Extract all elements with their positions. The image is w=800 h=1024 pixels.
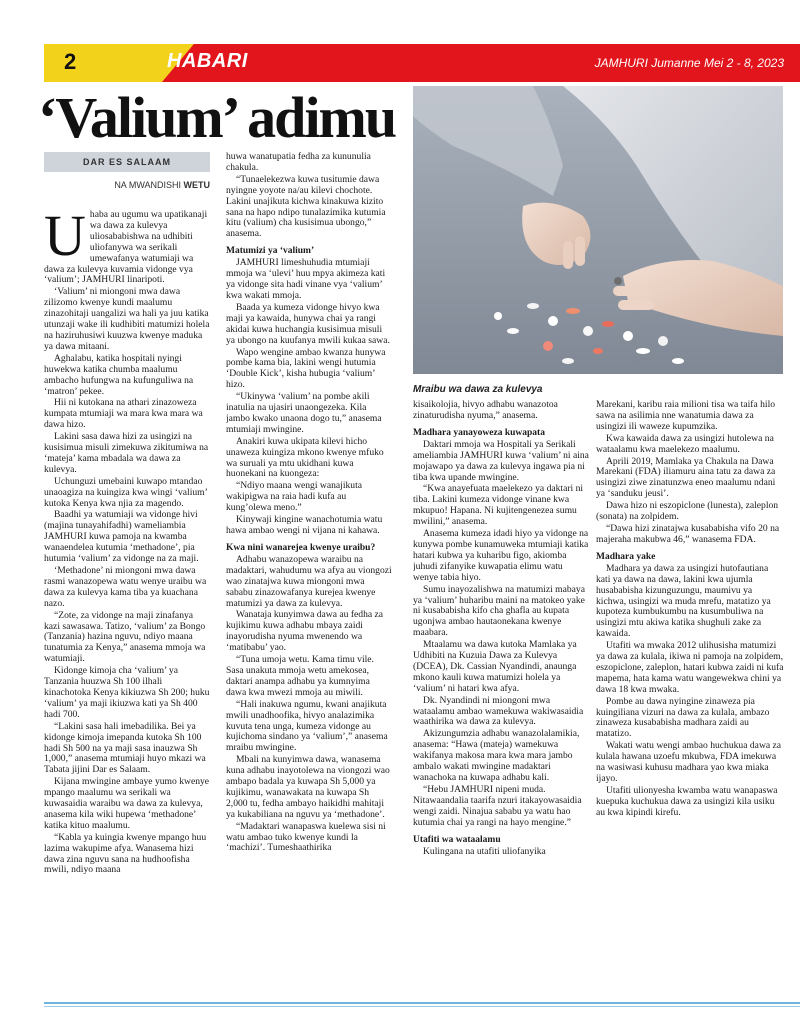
paragraph: “Lakini sasa hali imebadilika. Bei ya kidonge kimoja imepanda kutoka Sh 100 hadi Sh 500 na ya maji sasa inauzwa Sh 1,000,” anasema mtumiaji huyo mkazi wa Tabata jijini Dar es Salaam. — [44, 720, 206, 776]
paragraph: Adhabu wanazopewa waraibu na madaktari, wahudumu wa afya au viongozi wao zinatajwa kuwa miongoni mwa sababu zinazowafanya kurejea kwenye matumizi ya dawa za kulevya. — [226, 553, 392, 609]
paragraph: “Hali inakuwa ngumu, kwani anajikuta mwili unadhoofika, hivyo analazimika kuvuta tena unga, kumeza vidonge au kujichoma sindano ya ‘valium’,” anasema mraibu mwingine. — [226, 698, 388, 754]
paragraph: Mtaalamu wa dawa kutoka Mamlaka ya Udhibiti na Kuzuia Dawa za Kulevya (DCEA), Dk. Cassian Nyandindi, anaunga mkono kauli kuwa matumizi holela ya ‘valium’ ni hatari kwa afya. — [413, 639, 577, 694]
paragraph: Utafiti wa mwaka 2012 ulihusisha matumizi ya dawa za kulala, ikiwa ni pamoja na zolpidem, eszopiclone, zaleplon, hatari kubwa zaidi ni kufa mapema, hata kama watu wangewekwa chini ya dawa 18 kwa mwaka. — [596, 640, 784, 695]
subheading: Madhara yanayoweza kuwapata — [413, 427, 545, 438]
paragraph: Akizungumzia adhabu wanazolalamikia, anasema: “Hawa (mateja) wamekuwa wakifanya makosa mara kwa mara jambo ambalo wakati mwingine madaktari wanachoka na kuwapa adhabu kali. — [413, 728, 580, 783]
paragraph: Lakini sasa dawa hizi za usingizi na kusisimua misuli zimekuwa zikitumiwa na ‘mateja’ kama mbadala wa dawa za kulevya. — [44, 431, 209, 475]
paragraph: Pombe au dawa nyingine zinaweza pia kuingiliana vizuri na dawa za kulala, ambazo zinaweza kusababisha madhara zaidi au matatizo. — [596, 695, 770, 740]
paragraph: JAMHURI limeshuhudia mtumiaji mmoja wa ‘ulevi’ huu mpya akimeza kati ya vidonge sita hadi vinane vya ‘valium’ kwa wakati mmoja. — [226, 257, 386, 301]
subheading: Utafiti wa wataalamu — [413, 834, 501, 845]
byline — [44, 180, 210, 190]
article-column-1 — [44, 210, 210, 1002]
paragraph: Daktari mmoja wa Hospitali ya Serikali ameliambia JAMHURI kuwa ‘valium’ ni aina mojawapo ya dawa za kulevya ingawa pia ni tiba kwa upande mwingine. — [413, 438, 589, 483]
byline-prefix: NA MWANDISHI — [114, 180, 181, 190]
bottom-rule — [44, 1002, 800, 1004]
paragraph: huwa wanatupatia fedha za kununulia chakula. — [226, 152, 371, 173]
paragraph: Utafiti ulionyesha kwamba watu wanapaswa kuepuka kuchukua dawa za usingizi kila usiku au kwa kipindi kirefu. — [596, 784, 778, 818]
paragraph: “Kwa anayefuata maelekezo ya daktari ni tiba. Lakini kumeza vidonge vinane kwa mkupuo! Hapana. Ni kujitengenezea sumu mwilini,” anasema. — [413, 483, 584, 528]
dateline-box — [44, 152, 210, 172]
paragraph: “Hebu JAMHURI nipeni muda. Nitawaandalia taarifa nzuri itakayowasaidia wengi zaidi. Ninajua sababu ya watu hao kutumia chai ya rangi na hayo mengine.” — [413, 783, 582, 828]
paragraph: ‘Methadone’ ni miongoni mwa dawa rasmi wanazopewa watu wenye uraibu wa dawa za kulevya kama tiba ya kuachana nazo. — [44, 565, 207, 609]
paragraph: Hii ni kutokana na athari zinazoweza kumpata mtumiaji wa mara kwa mara wa dawa hizo. — [44, 397, 203, 431]
paragraph: Mbali na kunyimwa dawa, wanasema kuna adhabu inayotolewa na viongozi wao ambapo badala ya kuwapa Sh 5,000 ya kujikimu, wanawakata na kuwapa Sh 2,000 tu, fedha ambayo haikidhi mahitaji ya kukabiliana na nguvu ya ‘methadone’. — [226, 754, 390, 820]
paragraph: Dawa hizo ni eszopiclone (lunesta), zaleplon (sonata) na zolpidem. — [596, 500, 779, 523]
paper-name-date: JAMHURI Jumanne Mei 2 - 8, 2023 — [594, 56, 784, 70]
paragraph: Wanataja kunyimwa dawa au fedha za kujikimu kuwa adhabu mbaya zaidi inayorudisha nyuma mwenendo wa ‘matibabu’ yao. — [226, 609, 384, 654]
paragraph: Kijana mwingine ambaye yumo kwenye mpango maalumu wa serikali wa kuwasaidia waraibu wa dawa za kulevya, anasema kila wiki hupewa ‘methadone’ katika kituo maalumu. — [44, 776, 210, 831]
page-number: 2 — [64, 49, 77, 74]
paragraph: Madhara ya dawa za usingizi hutofautiana kati ya dawa na dawa, lakini kwa ujumla husababisha kizunguzungu, maumivu ya kichwa, usingizi wa muda mrefu, matatizo ya kupoteza kumbukumbu na kusumbuliwa na usingizi mtu akiwa katika shughuli zake za kawaida. — [596, 562, 771, 640]
paragraph: Baadhi ya watumiaji wa vidonge hivi (majina tunayahifadhi) wameliambia JAMHURI kuwa pamoja na kwamba wanaendelea kutumia ‘methadone’, pia hutumia ‘valium’ za vidonge na za maji. — [44, 509, 199, 565]
paragraph: ‘Valium’ ni miongoni mwa dawa zilizomo kwenye kundi maalumu zinazohitaji uangalizi wa hali ya juu katika utunzaji wake ili kudhibiti matumizi holela na haziruhusiwi kuuzwa kwenye maduka ya dawa mitaani. — [44, 286, 210, 352]
paragraph: haba au ugumu wa upatikanaji wa dawa za kulevya uliosababishwa na udhibiti uliofanywa wa serikali umewafanya watumiaji wa dawa za kulevya kuvamia vidonge vya ‘valium’; JAMHURI linaripoti. — [44, 210, 208, 286]
article-column-3 — [413, 400, 589, 1002]
drop-cap: U — [44, 210, 86, 268]
photo-caption: Mraibu wa dawa za kulevya — [413, 384, 543, 395]
paragraph: Wakati watu wengi ambao huchukua dawa za kulala hawana uzoefu mkubwa, FDA imekuwa na wasiwasi kuhusu madhara yao kwa miaka ijayo. — [596, 740, 782, 784]
paragraph: “Kabla ya kuingia kwenye mpango huu lazima wakupime afya. Wanasema hizi dawa zina nguvu sana na hudhoofisha mwili, ndiyo maana — [44, 831, 207, 876]
paragraph: Aprili 2019, Mamlaka ya Chakula na Dawa Marekani (FDA) iliamuru aina tatu za dawa za usingizi ziwe zinatunzwa eneo maalumu ndani ya ‘sanduku jeusi’. — [596, 455, 776, 500]
paragraph: “Tunaelekezwa kuwa tusitumie dawa nyingne yoyote na/au kilevi chochote. Lakini unajikuta kichwa kinakuwa kizito sana na hapo ndipo tunalazimika kutumia kitu (valium) cha kusisimua ubongo,” anasema. — [226, 173, 386, 240]
byline-name: WETU — [183, 180, 210, 190]
bottom-rule-thin — [44, 1006, 800, 1007]
paragraph: Baada ya kumeza vidonge hivyo kwa maji ya kawaida, hunywa chai ya rangi akidai kuwa huchangia kusisimua misuli ya ubongo na kuufanya mwili kukaa sawa. — [226, 301, 390, 346]
paragraph: Aghalabu, katika hospitali nyingi huwekwa katika chumba maalumu ambacho hufungwa na kufunguliwa na ‘matron’ pekee. — [44, 352, 194, 397]
section-title: HABARI — [167, 50, 248, 72]
subheading: Madhara yake — [596, 551, 656, 562]
page-header — [44, 44, 800, 82]
paragraph: “Zote, za vidonge na maji zinafanya kazi sawasawa. Tatizo, ‘valium’ za Bongo (Tanzania) hazina nguvu, ndiyo maana tunatumia za Kenya,” anasema mmoja wa watumiaji. — [44, 609, 206, 665]
paragraph: Anakiri kuwa ukipata kilevi hicho unaweza kuingiza mkono kwenye mfuko wa suruali ya mtu ukidhani kuwa huonekani na kuongeza: — [226, 435, 384, 480]
article-column-2 — [226, 152, 392, 1002]
paragraph: Marekani, karibu raia milioni tisa wa taifa hilo sawa na asilimia nne wanatumia dawa za usingizi ili waweze kupumzika. — [596, 400, 776, 432]
paragraph: “Ukinywa ‘valium’ na pombe akili inatulia na ujasiri unaongezeka. Kila jambo kwako unaona dogo tu,” anasema mtumiaji mwingine. — [226, 391, 382, 435]
paragraph: “Dawa hizi zinatajwa kusababisha vifo 20 na majeraha makubwa 46,” wanasema FDA. — [596, 522, 780, 545]
paragraph: Kulingana na utafiti uliofanyika — [423, 845, 546, 857]
paragraph: Sumu inayozalishwa na matumizi mabaya ya ‘valium’ huharibu maini na matokeo yake ni kusababisha kifo cha ghafla au kupata ugonjwa ambao hautaonekana kwenye maabara. — [413, 583, 585, 639]
dateline: DAR ES SALAAM — [82, 157, 171, 167]
subheading: Matumizi ya ‘valium’ — [226, 246, 315, 257]
paragraph: “Madaktari wanapaswa kuelewa sisi ni watu ambao tuko kwenye kundi la ‘machizi’. Tumeshaathirika — [226, 820, 386, 854]
paragraph: Uchunguzi umebaini kuwapo mtandao unaoagiza na kuingiza kwa wingi ‘valium’ kutoka Kenya kwa njia za magendo. — [44, 475, 208, 509]
subheading: Kwa nini wanarejea kwenye uraibu? — [226, 542, 376, 553]
paragraph: “Tuna umoja wetu. Kama timu vile. Sasa unakuta mmoja wetu amekosea, daktari anampa adhabu ya kumnyima dawa kwa mwezi mmoja au miwili. — [226, 654, 374, 698]
paragraph: Kinywaji kingine wanachotumia watu hawa ambao wengi ni vijana ni kahawa. — [226, 514, 383, 536]
paragraph: Anasema kumeza idadi hiyo ya vidonge na kunywa pombe kunamuweka mtumiaji katika hatari kubwa ya kuharibu figo, akiomba juhudi zifanyike kuwapatia elimu watu wenye tabia hiyo. — [413, 528, 589, 583]
article-photo — [413, 86, 783, 374]
paragraph: Kidonge kimoja cha ‘valium’ ya Tanzania huuzwa Sh 100 ilhali kinachotoka Kenya kikiuzwa Sh 200; huku ‘valium’ ya maji ikiuzwa kati ya Sh 400 hadi 700. — [44, 665, 210, 720]
paragraph: Dk. Nyandindi ni miongoni mwa wataalamu ambao wamekuwa wakiwasaidia waathirika wa dawa za kulevya. — [413, 694, 584, 728]
paragraph: Wapo wengine ambao kwanza hunywa pombe kama bia, lakini wengi hutumia ‘Double Kick’, kisha hubugia ‘valium’ hizo. — [226, 346, 386, 391]
paragraph: kisaikolojia, hivyo adhabu wanazotoa zinaturudisha nyuma,” anasema. — [413, 400, 558, 421]
article-column-4 — [596, 400, 784, 1002]
paragraph: Kwa kawaida dawa za usingizi hutolewa na wataalamu kwa maelekezo maalumu. — [596, 432, 774, 455]
paragraph: “Ndiyo maana wengi wanajikuta wakipigwa na raia hadi kufa au kung’olewa meno.” — [226, 480, 363, 514]
article-headline: ‘Valium’ adimu — [38, 85, 396, 150]
pills-hands-illustration — [413, 86, 783, 374]
header-yellow-strip — [44, 44, 60, 82]
